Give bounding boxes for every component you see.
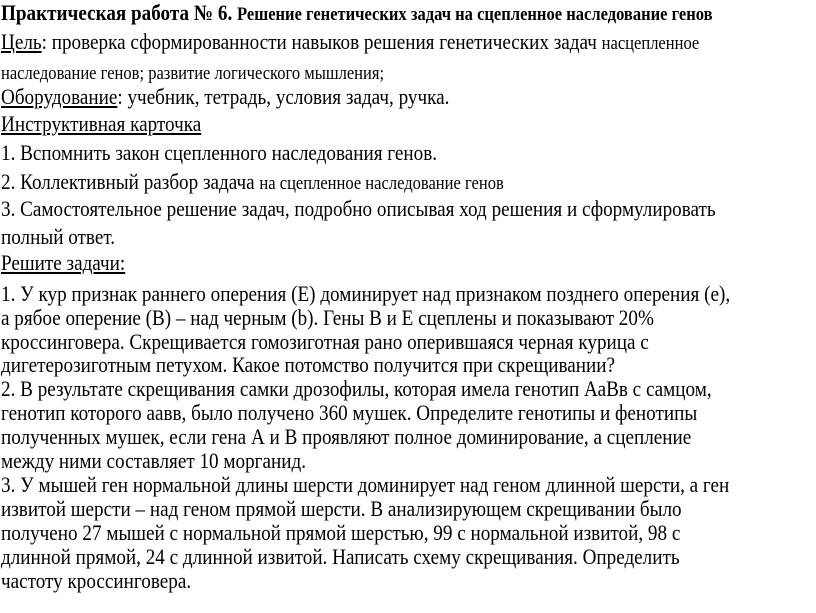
card-step-2-text: 2. Коллективный разбор задача <box>1 169 260 194</box>
equipment-label: Оборудование <box>1 84 118 109</box>
goal-line <box>1 30 699 56</box>
task-line: 3. У мышей ген нормальной длины шерсти доминирует над геном длинной шерсти, а ген <box>1 472 730 497</box>
card-step-1: 1. Вспомнить закон сцепленного наследования генов. <box>1 140 438 165</box>
title-topic: Решение генетических задач на сцепленное наследование генов <box>237 4 713 25</box>
equipment-line <box>1 85 449 109</box>
equipment-text: : учебник, тетрадь, условия задач, ручка. <box>117 84 450 109</box>
card-step-3-cont: полный ответ. <box>1 224 116 249</box>
task-line: 2. В результате скрещивания самки дрозофилы, которая имела генотип АаВв с самцом, <box>1 376 712 401</box>
card-step-2-small: на сцепленное наследование генов <box>259 173 504 194</box>
task-line: полученных мушек, если гена А и В проявляют полное доминирование, а сцепление <box>1 424 692 449</box>
card-step-3: 3. Самостоятельное решение задач, подробно описывая ход решения и сформулировать <box>1 196 716 221</box>
card-step-2 <box>1 170 504 196</box>
goal-text: : проверка сформированности навыков решения генетических задач <box>41 29 602 54</box>
task-line: получено 27 мышей с нормальной прямой шерстью, 99 с нормальной извитой, 98 с <box>1 520 681 545</box>
task-line: дигетерозиготным петухом. Какое потомство получится при скрещивании? <box>1 352 616 377</box>
task-line: длинной прямой, 24 с длинной извитой. Написать схему скрещивания. Определить <box>1 544 680 569</box>
task-line: 1. У кур признак раннего оперения (Е) доминирует над признаком позднего оперения (е), <box>1 281 731 306</box>
document-title <box>1 1 713 27</box>
goal-line-2: наследование генов; развитие логического мышления; <box>1 63 385 84</box>
tasks-heading: Решите задачи: <box>1 250 126 275</box>
task-line: между ними составляет 10 морганид. <box>1 448 307 473</box>
goal-label: Цель <box>1 29 42 54</box>
task-line: генотип которого аавв, было получено 360 мушек. Определите генотипы и фенотипы <box>1 400 698 425</box>
task-line: кроссинговера. Скрещивается гомозиготная рано оперившаяся черная курица с <box>1 329 649 354</box>
task-line: а рябое оперение (В) – над черным (b). Гены В и Е сцеплены и показывают 20% <box>1 305 654 330</box>
title-number: Практическая работа № 6. <box>1 0 233 25</box>
task-line: частоту кроссинговера. <box>1 568 192 593</box>
task-line: извитой шерсти – над геном прямой шерсти. В анализирующем скрещивании было <box>1 496 682 521</box>
goal-text-small: насцепленное <box>601 33 700 54</box>
card-heading: Инструктивная карточка <box>1 111 202 136</box>
